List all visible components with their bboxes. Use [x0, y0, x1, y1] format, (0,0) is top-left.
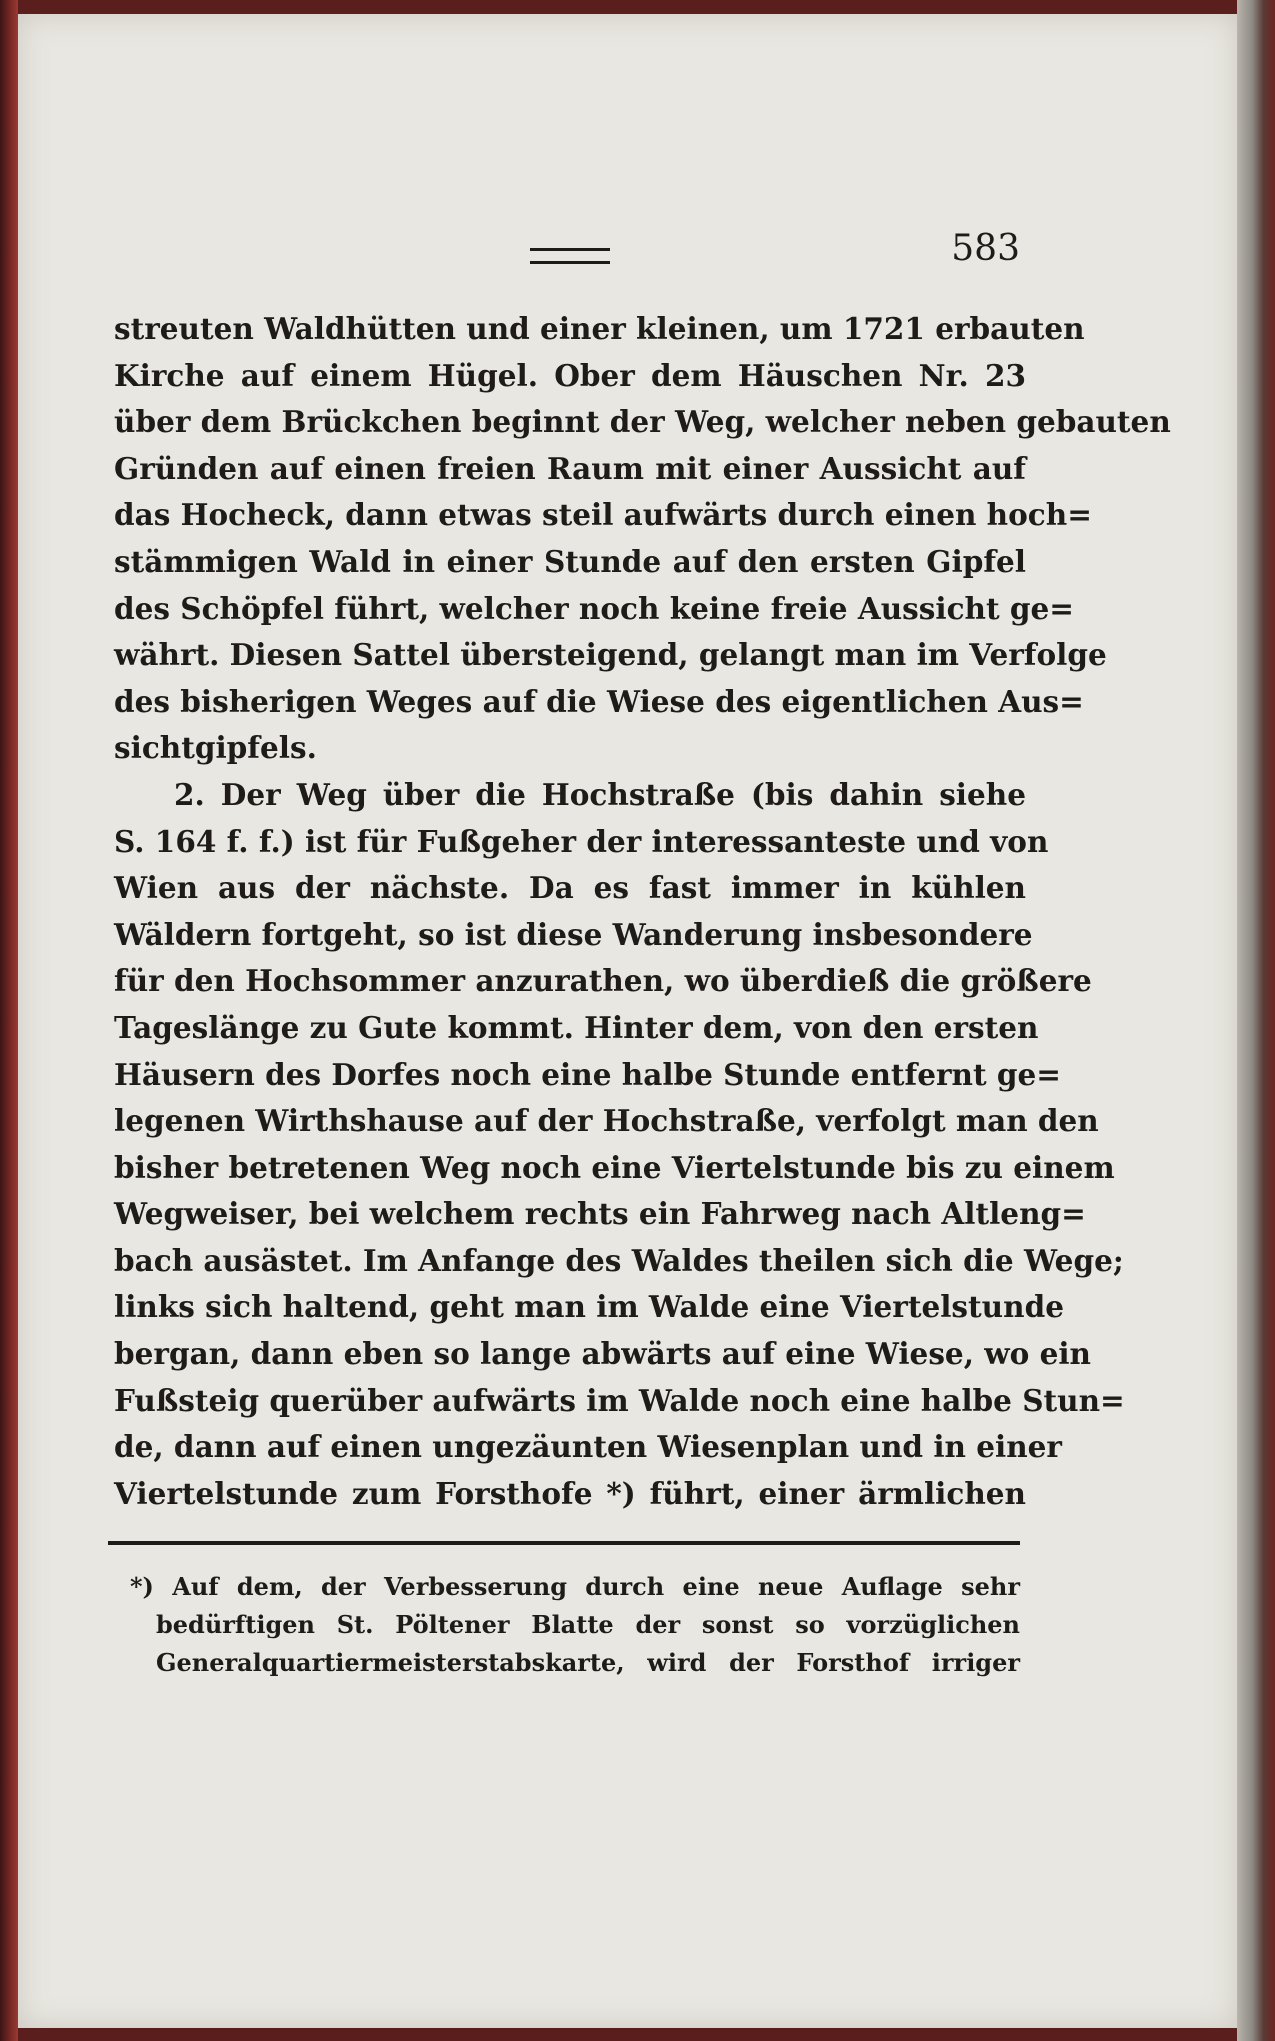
header-double-rule [530, 248, 610, 264]
text-line: legenen Wirthshause auf der Hochstraße, verfolgt man den [114, 1103, 1099, 1139]
page-number: 583 [951, 228, 1020, 269]
text-line: des bisherigen Weges auf die Wiese des eigentlichen Aus= [114, 683, 1084, 719]
body-text [114, 306, 1171, 1517]
text-line: über dem Brückchen beginnt der Weg, welcher neben gebauten [114, 404, 1171, 440]
text-line: Wien aus der nächste. Da es fast immer in kühlen [114, 870, 1026, 906]
text-line: bergan, dann eben so lange abwärts auf eine Wiese, wo ein [114, 1336, 1092, 1372]
text-line: sichtgipfels. [114, 730, 317, 766]
text-line: Fußsteig querüber aufwärts im Walde noch eine halbe Stun= [114, 1382, 1125, 1418]
text-line: stämmigen Wald in einer Stunde auf den ersten Gipfel [114, 543, 1026, 579]
text-line: währt. Diesen Sattel übersteigend, gelangt man im Verfolge [114, 637, 1107, 673]
text-line: des Schöpfel führt, welcher noch keine freie Aussicht ge= [114, 590, 1075, 626]
text-line: 2. Der Weg über die Hochstraße (bis dahin siehe [174, 776, 1026, 812]
footnote-line: Generalquartiermeisterstabskarte, wird der Forsthof irriger [156, 1648, 1020, 1677]
text-line: S. 164 f. f.) ist für Fußgeher der interessanteste und von [114, 823, 1049, 859]
text-line: bisher betretenen Weg noch eine Viertelstunde bis zu einem [114, 1149, 1115, 1185]
text-line: Kirche auf einem Hügel. Ober dem Häuschen Nr. 23 [114, 357, 1026, 393]
text-line: Wäldern fortgeht, so ist diese Wanderung insbesondere [114, 916, 1033, 952]
text-line: Viertelstunde zum Forsthofe *) führt, einer ärmlichen [114, 1475, 1026, 1511]
text-line: Häusern des Dorfes noch eine halbe Stunde entfernt ge= [114, 1056, 1061, 1092]
book-binding-left [0, 0, 18, 2041]
text-line: Tageslänge zu Gute kommt. Hinter dem, von den ersten [114, 1009, 1039, 1045]
footnote [130, 1568, 1020, 1682]
book-binding-right [1237, 0, 1275, 2041]
footnote-line: *) Auf dem, der Verbesserung durch eine neue Auflage sehr [130, 1572, 1020, 1601]
footnote-line: bedürftigen St. Pöltener Blatte der sonst so vorzüglichen [156, 1610, 1020, 1639]
text-line: bach ausästet. Im Anfange des Waldes theilen sich die Wege; [114, 1242, 1124, 1278]
footnote-rule [108, 1541, 1020, 1545]
text-line: Gründen auf einen freien Raum mit einer Aussicht auf [114, 450, 1026, 486]
text-line: Wegweiser, bei welchem rechts ein Fahrweg nach Altleng= [114, 1196, 1086, 1232]
text-line: das Hocheck, dann etwas steil aufwärts durch einen hoch= [114, 497, 1092, 533]
text-line: de, dann auf einen ungezäunten Wiesenplan und in einer [114, 1429, 1062, 1465]
text-line: für den Hochsommer anzurathen, wo überdieß die größere [114, 963, 1092, 999]
text-line: streuten Waldhütten und einer kleinen, um 1721 erbauten [114, 311, 1085, 346]
text-line: links sich haltend, geht man im Walde eine Viertelstunde [114, 1289, 1064, 1325]
